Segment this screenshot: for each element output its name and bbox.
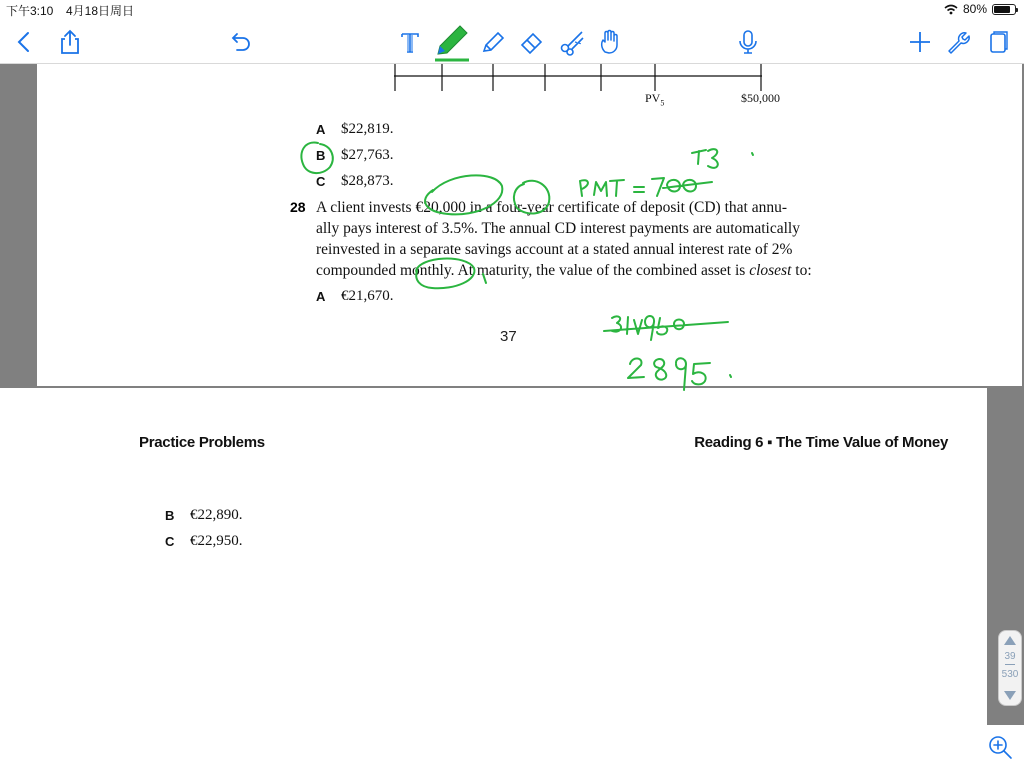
back-button[interactable]: [8, 26, 40, 58]
pages-icon: [984, 28, 1012, 56]
question-line: ally pays interest of 3.5%. The annual CD interest payments are automatically: [316, 220, 800, 237]
option-value: $27,763.: [341, 147, 394, 163]
wifi-icon: [944, 4, 958, 15]
scroll-up-icon[interactable]: [1004, 636, 1016, 645]
option-letter: C: [316, 174, 326, 189]
battery-icon: [992, 4, 1016, 15]
highlighter-tool-icon: [479, 28, 507, 56]
share-icon: [56, 28, 84, 56]
status-bar: [0, 0, 1024, 20]
status-time: 下午3:10: [6, 4, 54, 18]
eraser-tool-button[interactable]: [516, 26, 548, 58]
text-tool-icon: [396, 28, 424, 56]
status-date: 4月18日周日: [66, 4, 135, 18]
option-value: €22,950.: [190, 533, 243, 549]
question-line: reinvested in a separate savings account at a stated annual interest rate of 2%: [316, 241, 793, 258]
battery-percent: 80%: [962, 2, 987, 16]
plus-icon: [906, 28, 934, 56]
pen-tool-icon: [432, 20, 472, 62]
question-text: [316, 197, 886, 281]
scissors-tool-button[interactable]: [556, 26, 588, 58]
option-letter: C: [165, 534, 175, 549]
microphone-icon: [734, 28, 762, 56]
timeline-axis: [394, 64, 764, 94]
question-number: 28: [290, 199, 306, 215]
page-scroller[interactable]: [998, 630, 1022, 706]
timeline-label-end: $50,000: [741, 91, 780, 105]
hand-tool-icon: [596, 28, 624, 56]
text-tool-button[interactable]: [394, 26, 426, 58]
add-button[interactable]: [904, 26, 936, 58]
wrench-icon: [944, 28, 972, 56]
zoom-button[interactable]: [975, 725, 1024, 768]
eraser-tool-icon: [518, 28, 546, 56]
option-letter: B: [165, 508, 175, 523]
settings-button[interactable]: [942, 26, 974, 58]
status-right: [944, 2, 1016, 16]
pen-tool-button[interactable]: [432, 20, 472, 62]
undo-button[interactable]: [224, 26, 256, 58]
highlighter-tool-button[interactable]: [477, 26, 509, 58]
undo-icon: [226, 28, 254, 56]
microphone-button[interactable]: [732, 26, 764, 58]
option-value: $28,873.: [341, 173, 394, 189]
option-letter: A: [316, 122, 326, 137]
option-value: $22,819.: [341, 121, 394, 137]
pages-button[interactable]: [982, 26, 1014, 58]
hand-tool-button[interactable]: [594, 26, 626, 58]
scissors-tool-icon: [558, 28, 586, 56]
zoom-in-icon: [987, 734, 1013, 760]
battery-level-fill: [994, 6, 1010, 13]
share-button[interactable]: [54, 26, 86, 58]
page-gutter-left: [0, 64, 37, 386]
toolbar: [0, 20, 1024, 64]
option-letter: B: [316, 148, 326, 163]
timeline-label-pv: $PV_5$: [645, 91, 665, 108]
running-header-left: Practice Problems: [139, 434, 265, 451]
question-line: A client invests €20,000 in a four-year certificate of deposit (CD) that annu-: [316, 199, 788, 216]
scroller-current-page: 39: [1004, 651, 1016, 662]
page-number: 37: [500, 328, 517, 345]
scroller-separator: [1005, 664, 1015, 665]
option-value: €22,890.: [190, 507, 243, 523]
chevron-left-icon: [10, 28, 38, 56]
scroller-total-pages: 530: [1001, 669, 1019, 680]
scroll-down-icon[interactable]: [1004, 691, 1016, 700]
question-line: compounded monthly. At maturity, the value of the combined asset is closest to:: [316, 262, 812, 279]
option-letter: A: [316, 289, 326, 304]
running-header-right: Reading 6 ▪ The Time Value of Money: [694, 434, 948, 451]
option-value: €21,670.: [341, 288, 394, 304]
timeline-diagram: [394, 64, 764, 94]
